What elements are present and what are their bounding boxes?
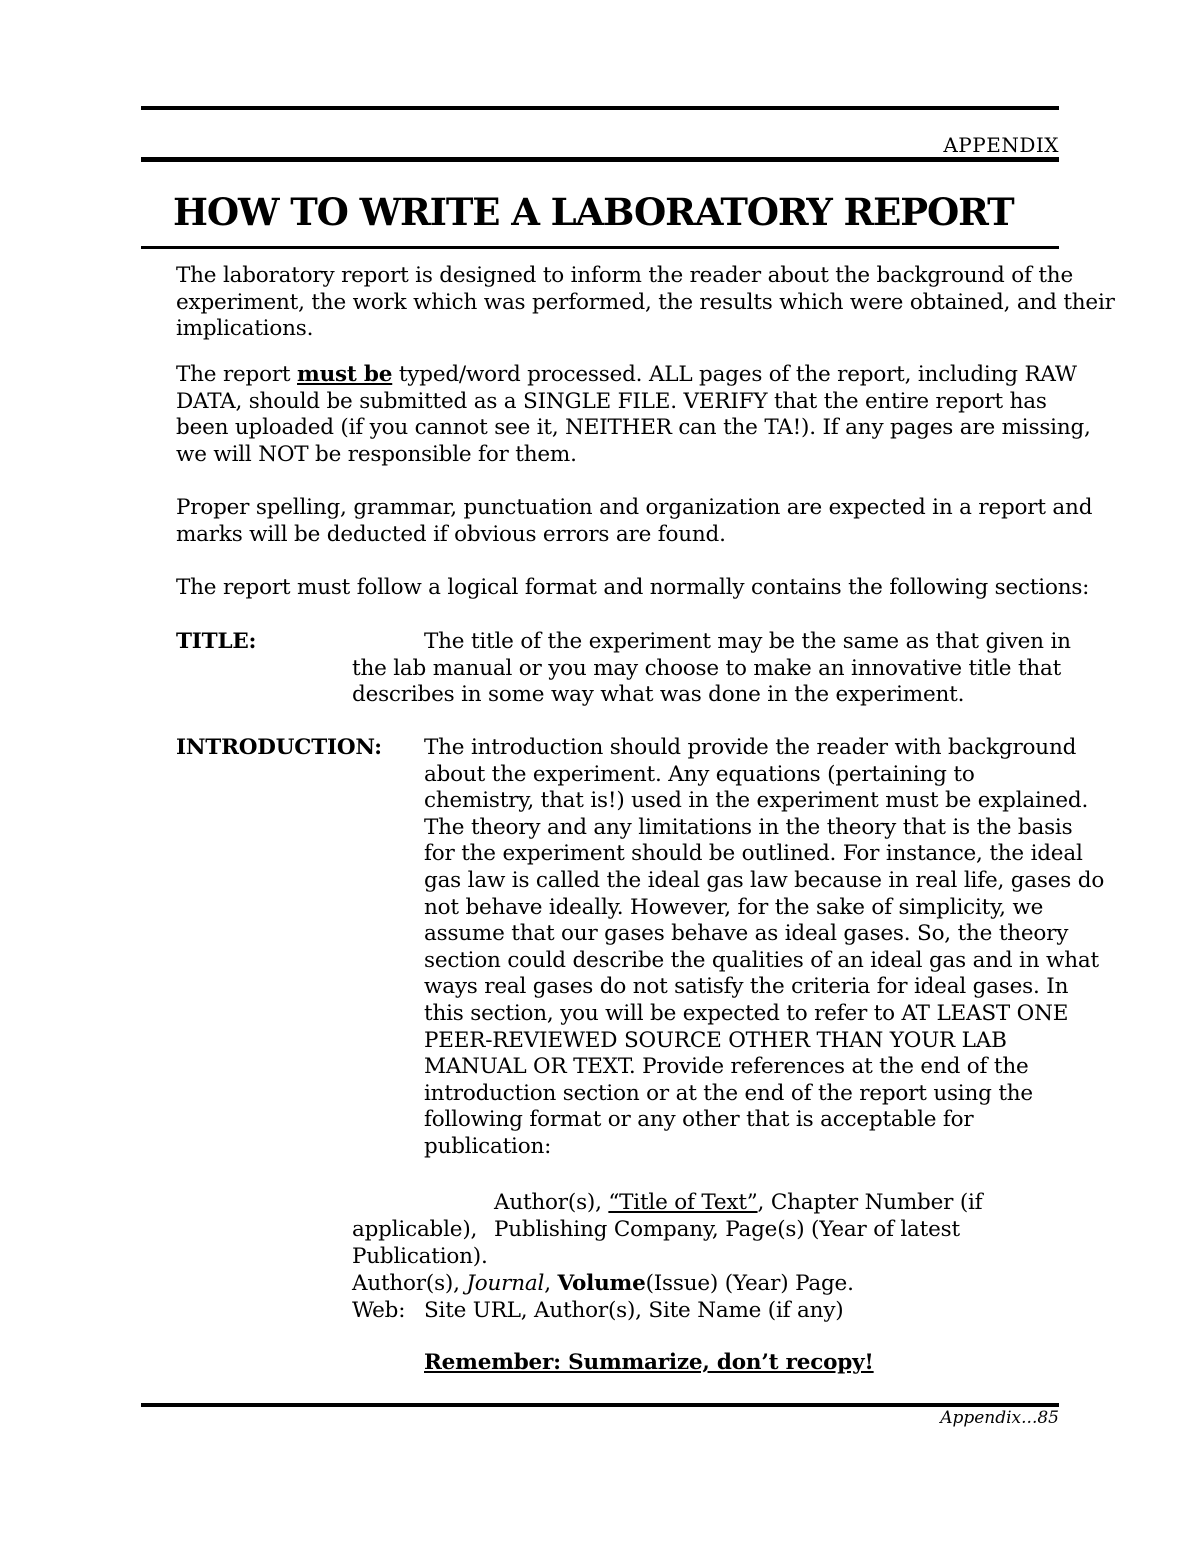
introduction-section-body [424,735,1104,1161]
text-line: describes in some way what was done in the experiment. [352,682,965,708]
text-line: experiment, the work which was performed, the results which were obtained, and their [176,289,1115,315]
title-section-first-line: The title of the experiment may be the same as that given in [424,629,1071,654]
top-rule [141,106,1059,110]
spelling-paragraph [176,495,1092,548]
appendix-label: APPENDIX [943,133,1059,157]
reference-book-line3: Publication). [352,1244,488,1269]
text-line: Proper spelling, grammar, punctuation and organization are expected in a report and [176,495,1093,520]
text-line: been uploaded (if you cannot see it, NEITHER can the TA!). If any pages are missing, [176,415,1091,441]
text-line: MANUAL OR TEXT. Provide references at the end of the [424,1054,1029,1080]
text-line: The report must be typed/word processed. ALL pages of the report, including RAW [176,362,1077,387]
page-number: Appendix...85 [940,1408,1059,1428]
reminder-text: Remember: Summarize, don’t recopy! [424,1350,874,1375]
introduction-section-label: INTRODUCTION: [176,735,382,760]
text-line: marks will be deducted if obvious errors are found. [176,521,726,547]
reference-book-title: “Title of Text” [608,1190,758,1215]
reference-journal-volume: Volume [557,1271,646,1296]
title-section-body [352,656,1061,709]
text-line: implications. [176,316,314,342]
text-line: ways real gases do not satisfy the criteria for ideal gases. In [424,974,1069,1000]
text-line: The laboratory report is designed to inform the reader about the background of the [176,263,1073,288]
text-line: chemistry, that is!) used in the experiment must be explained. [424,788,1089,814]
title-section-label: TITLE: [176,629,257,654]
reference-book-line2b: Publishing Company, Page(s) (Year of latest [494,1217,960,1242]
text-line: DATA, should be submitted as a SINGLE FILE. VERIFY that the entire report has [176,388,1047,414]
reference-web-label: Web: [352,1298,406,1323]
text-line: The report must follow a logical format and normally contains the following sections: [176,575,1090,600]
text-line: the lab manual or you may choose to make an innovative title that [352,655,1062,681]
reference-journal-line: Author(s), Journal, Volume(Issue) (Year) Page. [352,1271,854,1296]
reference-journal-name: Journal [466,1271,545,1296]
text-line: we will NOT be responsible for them. [176,441,577,467]
text-line: The introduction should provide the reader with background [424,735,1077,760]
page-title: HOW TO WRITE A LABORATORY REPORT [173,190,1014,234]
sections-intro [176,575,1089,602]
text-line: following format or any other that is acceptable for [424,1107,974,1133]
emphasis-must-be: must be [297,362,393,387]
text-line: section could describe the qualities of an ideal gas and in what [424,947,1099,973]
intro-paragraph [176,263,1115,343]
title-rule [141,246,1059,249]
reference-book-line2a: applicable), [352,1217,478,1242]
text-line: introduction section or at the end of the report using the [424,1080,1033,1106]
text-line: assume that our gases behave as ideal gases. So, the theory [424,921,1069,947]
text-line: gas law is called the ideal gas law because in real life, gases do [424,867,1105,893]
text-line: about the experiment. Any equations (pertaining to [424,761,975,787]
header-rule [141,157,1059,162]
text-line: not behave ideally. However, for the sake of simplicity, we [424,894,1044,920]
text-line: publication: [424,1133,552,1159]
reference-web-line: Site URL, Author(s), Site Name (if any) [424,1298,844,1323]
reference-book-line1: Author(s), “Title of Text”, Chapter Number (if [494,1190,983,1215]
text-line: The theory and any limitations in the theory that is the basis [424,814,1073,840]
format-paragraph [176,362,1091,468]
footer-rule [141,1403,1059,1407]
text-line: for the experiment should be outlined. For instance, the ideal [424,841,1083,867]
text-line: this section, you will be expected to refer to AT LEAST ONE [424,1000,1069,1026]
text-line: PEER-REVIEWED SOURCE OTHER THAN YOUR LAB [424,1027,1007,1053]
